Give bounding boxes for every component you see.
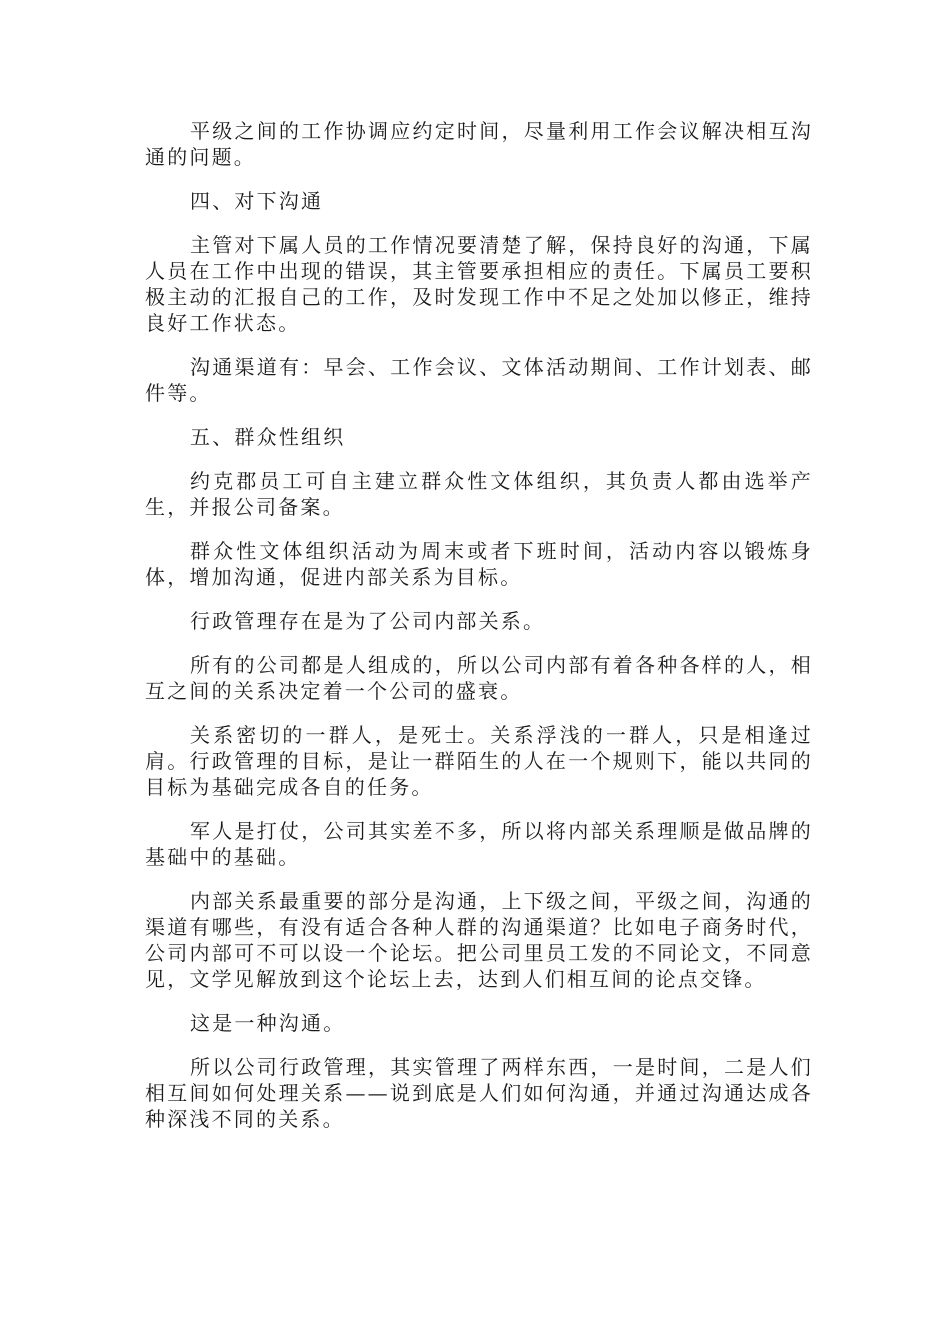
paragraph-soldiers-analogy: 军人是打仗，公司其实差不多，所以将内部关系理顺是做品牌的基础中的基础。 — [145, 819, 813, 869]
document-body — [145, 118, 813, 1150]
paragraph-activity-time: 群众性文体组织活动为周末或者下班时间，活动内容以锻炼身体，增加沟通，促进内部关系为目标。 — [145, 539, 813, 589]
paragraph-peer-coordination: 平级之间的工作协调应约定时间，尽量利用工作会议解决相互沟通的问题。 — [145, 119, 813, 169]
paragraph-internal-communication: 内部关系最重要的部分是沟通，上下级之间，平级之间，沟通的渠道有哪些，有没有适合各种人群的沟通渠道？比如电子商务时代，公司内部可不可以设一个论坛。把公司里员工发的不同论文，不同意见，文学见解放到这个论坛上去，达到人们相互间的论点交锋。 — [145, 889, 813, 991]
paragraph-communication-channels: 沟通渠道有：早会、工作会议、文体活动期间、工作计划表、邮件等。 — [145, 355, 813, 405]
section-heading-mass-organizations: 五、群众性组织 — [190, 425, 346, 449]
paragraph-employee-organizations: 约克郡员工可自主建立群众性文体组织，其负责人都由选举产生，并报公司备案。 — [145, 469, 813, 519]
paragraph-conclusion: 所以公司行政管理，其实管理了两样东西，一是时间，二是人们相互间如何处理关系——说到底是人们如何沟通，并通过沟通达成各种深浅不同的关系。 — [145, 1055, 813, 1131]
section-heading-downward-communication: 四、对下沟通 — [190, 189, 324, 213]
paragraph-admin-purpose: 行政管理存在是为了公司内部关系。 — [190, 609, 546, 633]
paragraph-company-people: 所有的公司都是人组成的，所以公司内部有着各种各样的人，相互之间的关系决定着一个公司的盛衰。 — [145, 653, 813, 703]
paragraph-close-relations: 关系密切的一群人，是死士。关系浮浅的一群人，只是相逢过肩。行政管理的目标，是让一群陌生的人在一个规则下，能以共同的目标为基础完成各自的任务。 — [145, 723, 813, 799]
paragraph-supervisor-responsibility: 主管对下属人员的工作情况要清楚了解，保持良好的沟通，下属人员在工作中出现的错误，其主管要承担相应的责任。下属员工要积极主动的汇报自己的工作，及时发现工作中不足之处加以修正，维持良好工作状态。 — [145, 233, 813, 335]
paragraph-a-kind-of-communication: 这是一种沟通。 — [190, 1011, 346, 1035]
